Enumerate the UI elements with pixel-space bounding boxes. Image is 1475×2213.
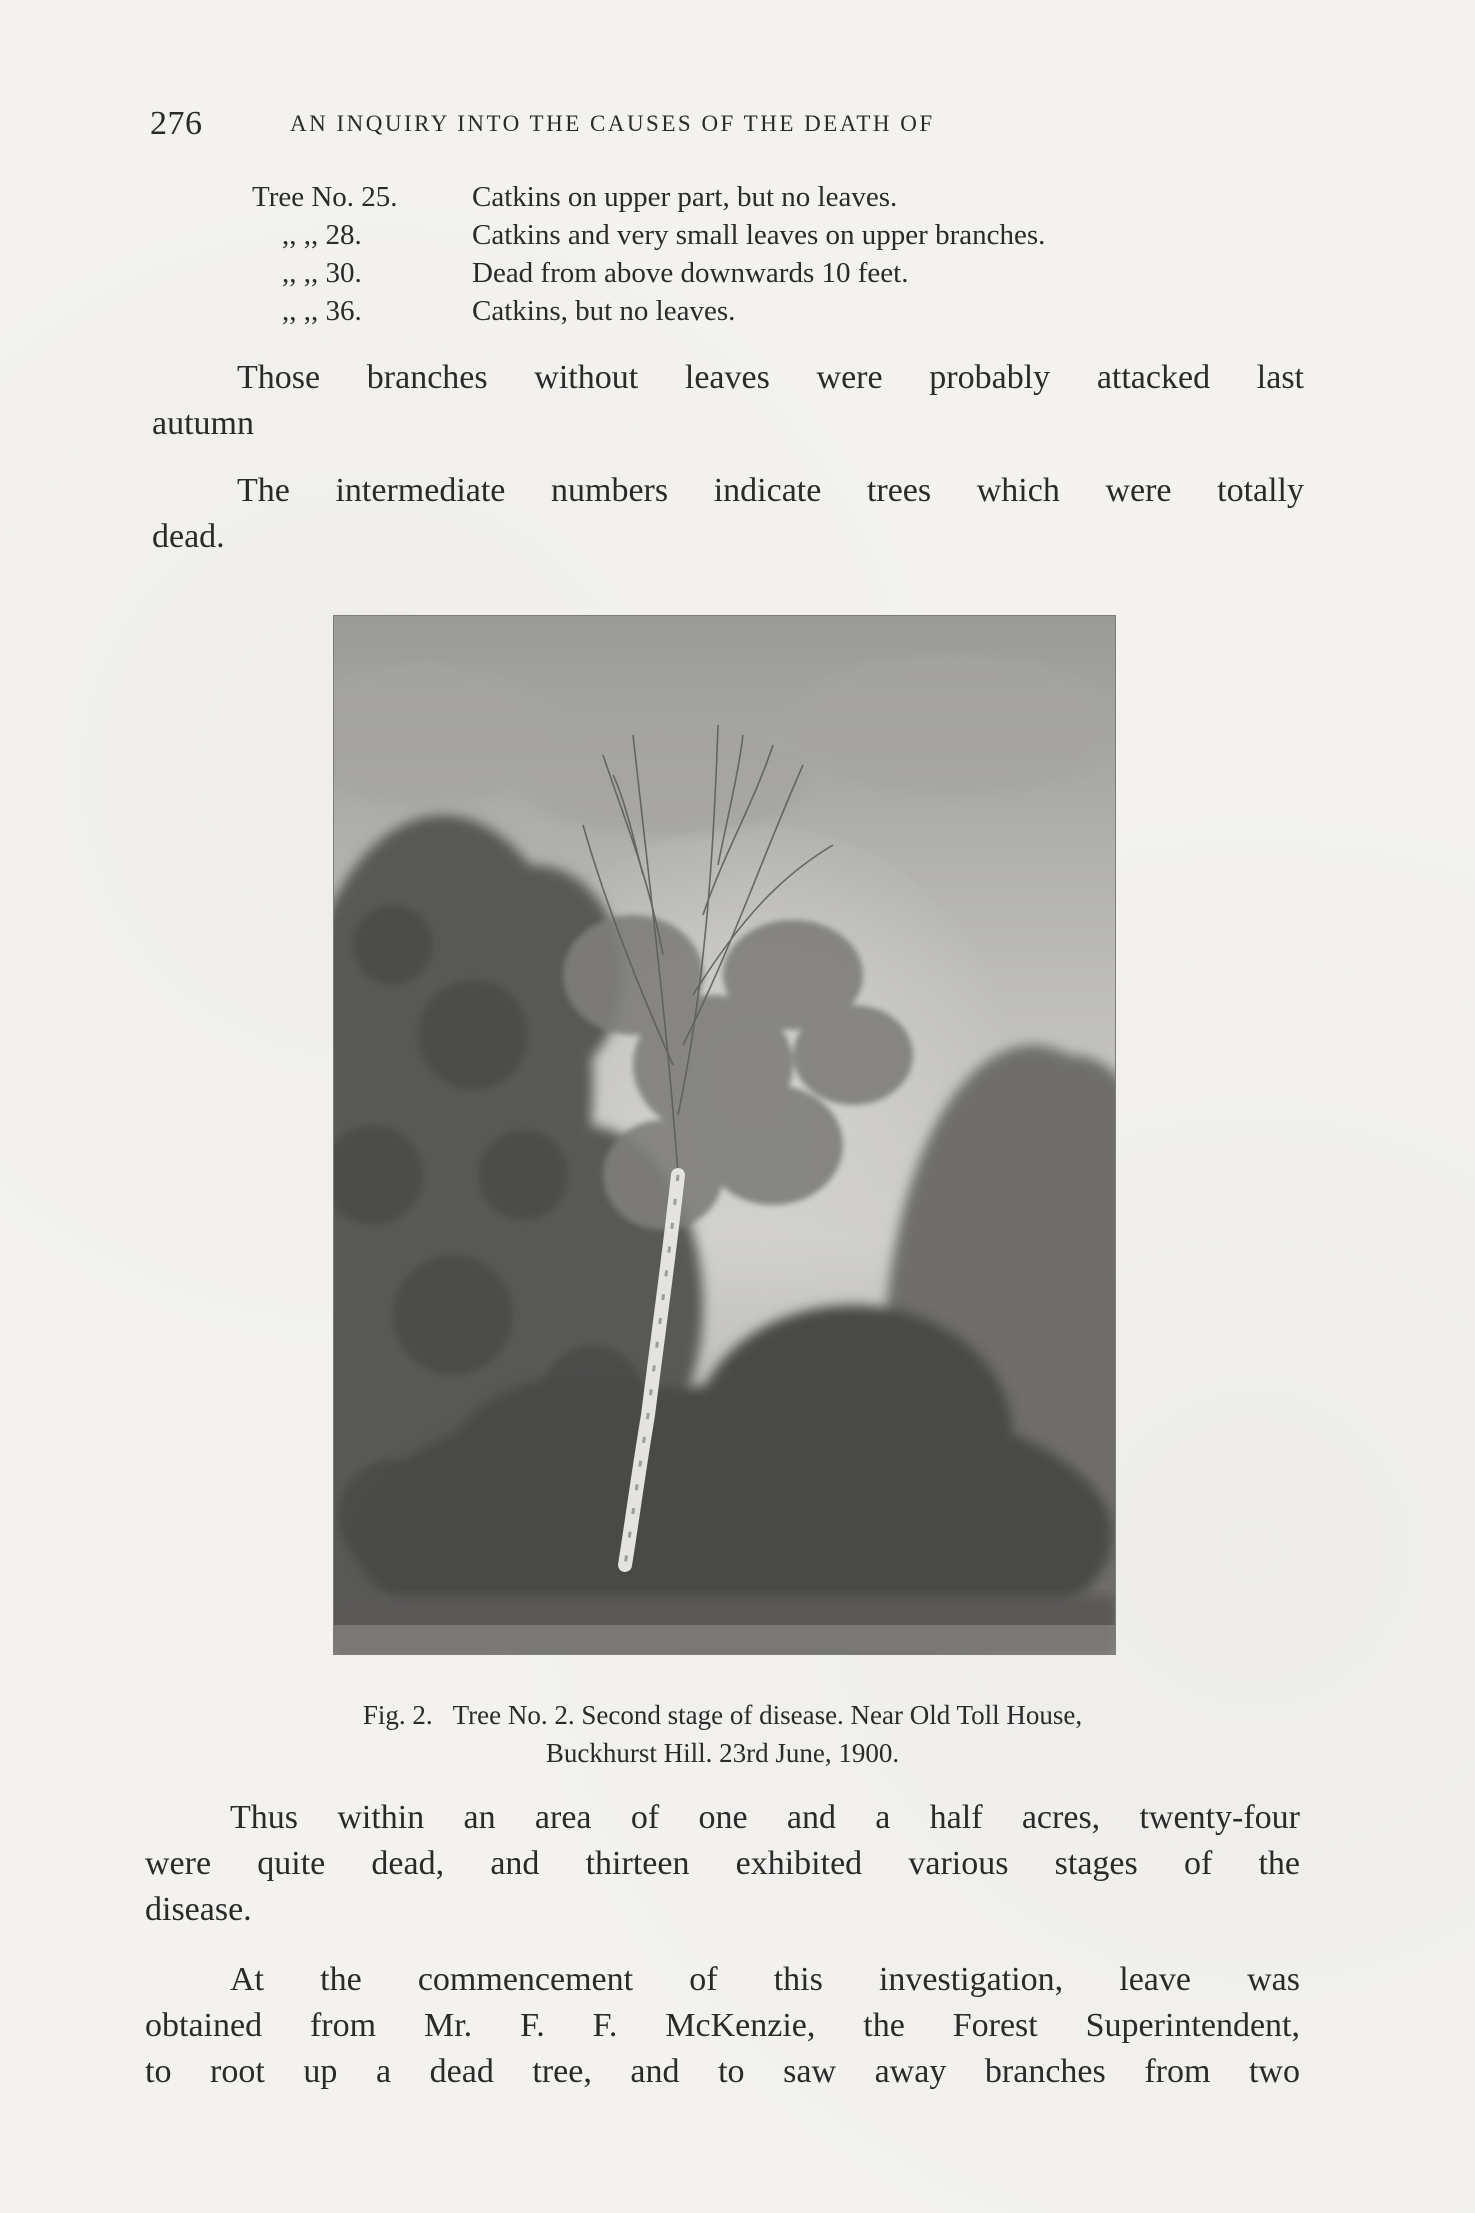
running-title: AN INQUIRY INTO THE CAUSES OF THE DEATH OF xyxy=(290,111,935,136)
caption-line xyxy=(150,1696,1295,1734)
tree-description: Catkins, but no leaves. xyxy=(472,295,736,327)
paragraph-line: obtained from Mr. F. F. McKenzie, the Forest Superintendent, xyxy=(145,2007,1300,2044)
running-head xyxy=(150,105,1200,145)
paragraph-line: were quite dead, and thirteen exhibited various stages of the xyxy=(145,1845,1300,1882)
paragraph-line: autumn xyxy=(152,405,254,442)
paragraph-line: to root up a dead tree, and to saw away branches from two xyxy=(145,2053,1300,2090)
caption-text: Tree No. 2. Second stage of disease. Near Old Toll House, xyxy=(452,1700,1083,1730)
tree-list-row xyxy=(252,178,1252,216)
page-number: 276 xyxy=(150,105,203,142)
tree-list-row xyxy=(252,216,1252,254)
tree-description: Catkins on upper part, but no leaves. xyxy=(472,181,898,213)
tree-number: Tree No. 25. xyxy=(252,181,398,213)
tree-number: ,, ,, 30. xyxy=(282,257,362,289)
figure-caption xyxy=(150,1696,1295,1772)
paragraph-line: Those branches without leaves were probably attacked last xyxy=(237,359,1304,396)
tree-description: Catkins and very small leaves on upper branches. xyxy=(472,219,1046,251)
figure-label: Fig. 2. xyxy=(362,1700,433,1730)
tree-list-row xyxy=(252,292,1252,330)
tree-number: ,, ,, 36. xyxy=(282,295,362,327)
tree-description: Dead from above downwards 10 feet. xyxy=(472,257,909,289)
paragraph-line: disease. xyxy=(145,1891,252,1928)
paragraph-area xyxy=(145,1795,1300,1933)
paragraph-branches xyxy=(152,355,1304,447)
caption-line: Buckhurst Hill. 23rd June, 1900. xyxy=(545,1738,900,1768)
tree-photograph xyxy=(333,615,1116,1655)
paragraph-investigation xyxy=(145,1957,1300,2095)
paragraph-line: At the commencement of this investigation, leave was xyxy=(230,1961,1300,1998)
tree-number: ,, ,, 28. xyxy=(282,219,362,251)
paragraph-intermediate xyxy=(152,468,1304,560)
tree-list-row xyxy=(252,254,1252,292)
tree-list xyxy=(252,178,1252,330)
paragraph-line: The intermediate numbers indicate trees which were totally xyxy=(237,472,1304,509)
paragraph-line: dead. xyxy=(152,518,225,555)
paragraph-line: Thus within an area of one and a half acres, twenty-four xyxy=(230,1799,1300,1836)
